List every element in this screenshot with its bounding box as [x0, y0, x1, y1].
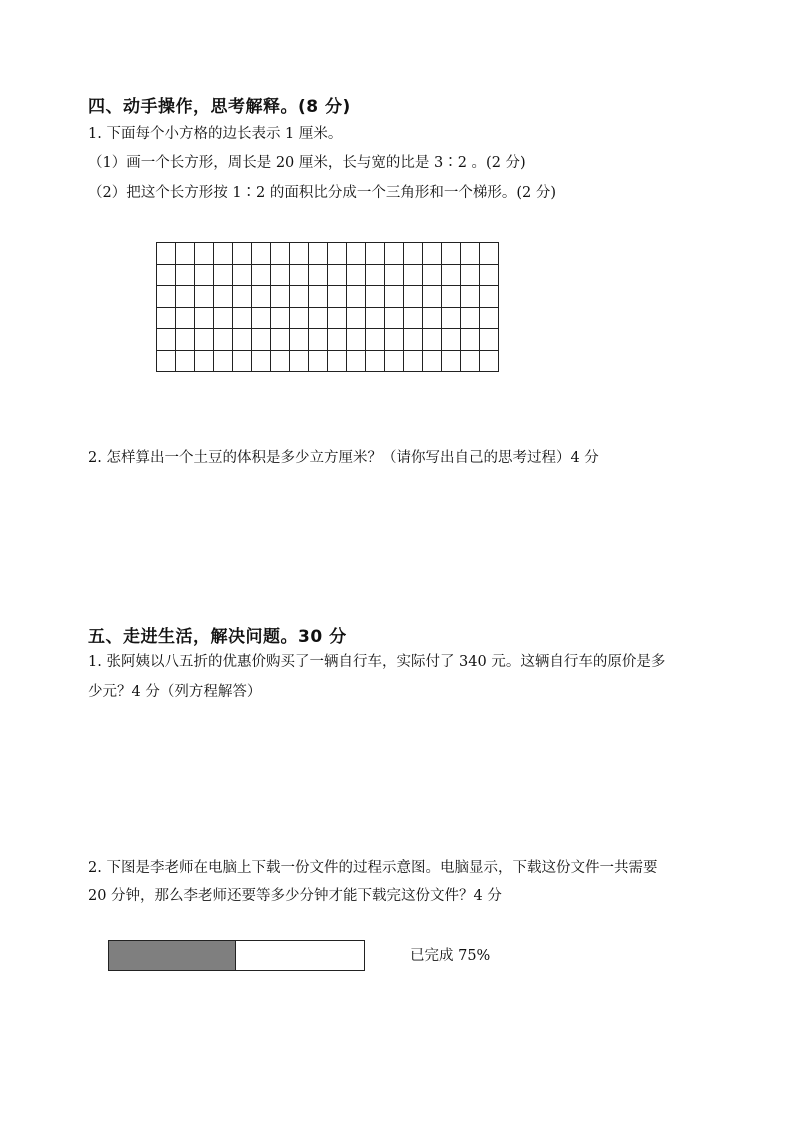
grid-cell: [252, 286, 271, 308]
grid-cell: [195, 329, 214, 351]
grid-cell: [233, 265, 252, 287]
grid-cell: [252, 308, 271, 330]
grid-cell: [423, 308, 442, 330]
grid-cell: [290, 351, 309, 373]
grid-cell: [252, 265, 271, 287]
grid-cell: [195, 308, 214, 330]
grid-cell: [309, 351, 328, 373]
grid-cell: [480, 243, 499, 265]
grid-cell: [252, 351, 271, 373]
section-5-question-2-line-2: 20 分钟，那么李老师还要等多少分钟才能下载完这份文件？4 分: [88, 888, 502, 904]
grid-cell: [347, 329, 366, 351]
grid-cell: [176, 243, 195, 265]
grid-cell: [423, 329, 442, 351]
section-4-title: 四、动手操作，思考解释。(8 分): [88, 97, 351, 117]
grid-cell: [442, 351, 461, 373]
grid-cell: [461, 308, 480, 330]
grid-cell: [461, 329, 480, 351]
grid-cell: [404, 265, 423, 287]
grid-cell: [271, 329, 290, 351]
grid-cell: [366, 329, 385, 351]
grid-cell: [271, 308, 290, 330]
grid-cell: [385, 329, 404, 351]
grid-cell: [290, 243, 309, 265]
grid-cell: [271, 351, 290, 373]
grid-cell: [366, 243, 385, 265]
grid-cell: [385, 351, 404, 373]
grid-cell: [366, 351, 385, 373]
download-progress-bar: [108, 940, 365, 971]
grid-cell: [233, 351, 252, 373]
grid-cell: [290, 286, 309, 308]
grid-cell: [423, 351, 442, 373]
grid-cell: [233, 329, 252, 351]
grid-cell: [157, 243, 176, 265]
grid-cell: [328, 286, 347, 308]
grid-cell: [423, 286, 442, 308]
grid-cell: [195, 265, 214, 287]
grid-cell: [461, 351, 480, 373]
grid-cell: [309, 308, 328, 330]
section-4-question-1-part-2: （2）把这个长方形按 1∶2 的面积比分成一个三角形和一个梯形。(2 分): [88, 185, 557, 201]
grid-cell: [309, 265, 328, 287]
grid-cell: [404, 351, 423, 373]
grid-cell: [442, 265, 461, 287]
grid-cell: [214, 329, 233, 351]
grid-cell: [366, 286, 385, 308]
section-5-title: 五、走进生活，解决问题。30 分: [88, 627, 347, 647]
grid-cell: [214, 243, 233, 265]
grid-cell: [290, 265, 309, 287]
square-grid: [156, 242, 499, 372]
grid-cell: [271, 286, 290, 308]
grid-cell: [252, 243, 271, 265]
grid-cell: [157, 308, 176, 330]
grid-cell: [309, 286, 328, 308]
section-4-question-2: 2. 怎样算出一个土豆的体积是多少立方厘米？（请你写出自己的思考过程）4 分: [88, 450, 599, 466]
grid-cell: [233, 286, 252, 308]
grid-cell: [195, 243, 214, 265]
grid-cell: [252, 329, 271, 351]
grid-cell: [233, 308, 252, 330]
grid-cell: [404, 308, 423, 330]
grid-cell: [157, 351, 176, 373]
section-4-question-1-part-1: （1）画一个长方形，周长是 20 厘米，长与宽的比是 3∶2 。(2 分): [88, 155, 526, 171]
grid-cell: [480, 265, 499, 287]
grid-cell: [347, 351, 366, 373]
grid-cell: [480, 308, 499, 330]
section-4-question-1: 1. 下面每个小方格的边长表示 1 厘米。: [88, 126, 343, 142]
section-5-question-2-line-1: 2. 下图是李老师在电脑上下载一份文件的过程示意图。电脑显示，下载这份文件一共需要: [88, 860, 658, 876]
section-5-question-1-line-2: 少元？4 分（列方程解答）: [88, 684, 262, 700]
grid-cell: [461, 243, 480, 265]
grid-cell: [214, 286, 233, 308]
grid-cell: [157, 265, 176, 287]
grid-cell: [271, 243, 290, 265]
grid-cell: [176, 308, 195, 330]
grid-cell: [328, 329, 347, 351]
grid-cell: [176, 329, 195, 351]
grid-cell: [290, 329, 309, 351]
grid-cell: [328, 308, 347, 330]
grid-cell: [290, 308, 309, 330]
grid-cell: [442, 308, 461, 330]
grid-cell: [176, 265, 195, 287]
grid-cell: [480, 286, 499, 308]
grid-cell: [347, 286, 366, 308]
grid-cell: [214, 351, 233, 373]
grid-cell: [309, 243, 328, 265]
grid-cell: [233, 243, 252, 265]
grid-cell: [461, 265, 480, 287]
grid-cell: [328, 265, 347, 287]
grid-cell: [480, 329, 499, 351]
grid-cell: [404, 329, 423, 351]
grid-cell: [176, 286, 195, 308]
grid-cell: [366, 265, 385, 287]
grid-cell: [385, 286, 404, 308]
download-progress-label: 已完成 75%: [410, 948, 491, 964]
grid-cell: [442, 286, 461, 308]
grid-cell: [404, 243, 423, 265]
grid-cell: [461, 286, 480, 308]
grid-cell: [480, 351, 499, 373]
grid-cell: [328, 351, 347, 373]
grid-cell: [347, 308, 366, 330]
grid-cell: [271, 265, 290, 287]
grid-cell: [214, 308, 233, 330]
grid-cell: [347, 243, 366, 265]
grid-cell: [328, 243, 347, 265]
grid-cell: [442, 243, 461, 265]
grid-cell: [195, 351, 214, 373]
grid-cell: [385, 265, 404, 287]
section-5-question-1-line-1: 1. 张阿姨以八五折的优惠价购买了一辆自行车，实际付了 340 元。这辆自行车的原价是多: [88, 654, 666, 670]
grid-cell: [157, 286, 176, 308]
grid-cell: [157, 329, 176, 351]
grid-cell: [366, 308, 385, 330]
grid-cell: [176, 351, 195, 373]
grid-cell: [347, 265, 366, 287]
grid-cell: [385, 243, 404, 265]
grid-cell: [385, 308, 404, 330]
grid-cell: [309, 329, 328, 351]
grid-cell: [423, 265, 442, 287]
grid-cell: [404, 286, 423, 308]
grid-cell: [442, 329, 461, 351]
download-progress-fill: [109, 941, 236, 970]
grid-cell: [195, 286, 214, 308]
grid-cell: [423, 243, 442, 265]
grid-cell: [214, 265, 233, 287]
